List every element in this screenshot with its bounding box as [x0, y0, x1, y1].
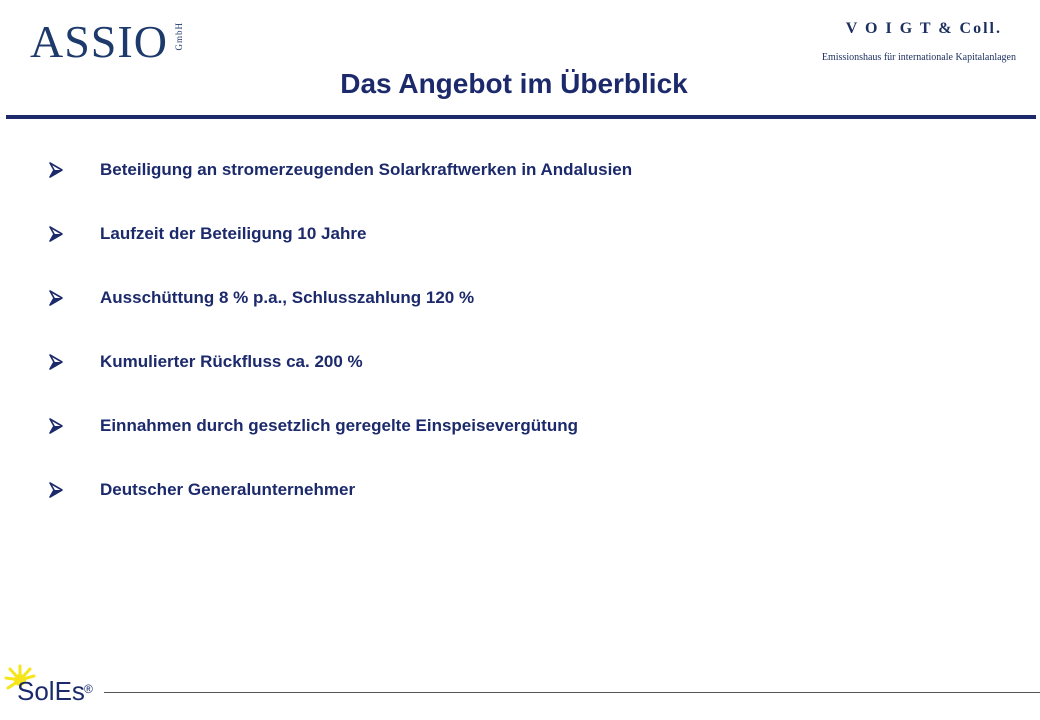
arrow-bullet-icon	[48, 481, 64, 499]
soles-logo-text: SolEs	[17, 676, 85, 706]
arrow-bullet-icon	[48, 353, 64, 371]
assio-logo	[30, 18, 184, 70]
voigt-tagline: Emissionshaus für internationale Kapitalanlagen	[821, 52, 1016, 63]
bullet-text: Ausschüttung 8 % p.a., Schlusszahlung 120 %	[100, 288, 475, 307]
bullet-item	[48, 215, 632, 253]
soles-logo	[2, 660, 102, 712]
voigt-logo	[822, 20, 1016, 63]
bullet-text: Beteiligung an stromerzeugenden Solarkraftwerken in Andalusien	[100, 160, 633, 179]
bullet-item	[48, 151, 632, 189]
arrow-bullet-icon	[48, 417, 64, 435]
offer-bullet-list	[48, 151, 632, 535]
bullet-item	[48, 407, 632, 445]
registered-mark: ®	[84, 682, 93, 696]
assio-logo-suffix: GmbH	[173, 22, 184, 51]
bullet-text: Laufzeit der Beteiligung 10 Jahre	[100, 224, 367, 243]
bullet-text: Kumulierter Rückfluss ca. 200 %	[100, 352, 363, 371]
arrow-bullet-icon	[48, 161, 64, 179]
title-divider	[6, 115, 1036, 119]
arrow-bullet-icon	[48, 225, 64, 243]
bullet-text: Deutscher Generalunternehmer	[100, 480, 356, 499]
footer-divider	[104, 692, 1040, 693]
voigt-company-name: V O I G T & Coll.	[845, 20, 1002, 37]
bullet-item	[48, 471, 632, 509]
bullet-item	[48, 279, 632, 317]
bullet-item	[48, 343, 632, 381]
arrow-bullet-icon	[48, 289, 64, 307]
page-title: Das Angebot im Überblick	[340, 68, 688, 99]
bullet-text: Einnahmen durch gesetzlich geregelte Einspeisevergütung	[100, 416, 579, 435]
assio-logo-text: ASSIO	[30, 16, 168, 67]
